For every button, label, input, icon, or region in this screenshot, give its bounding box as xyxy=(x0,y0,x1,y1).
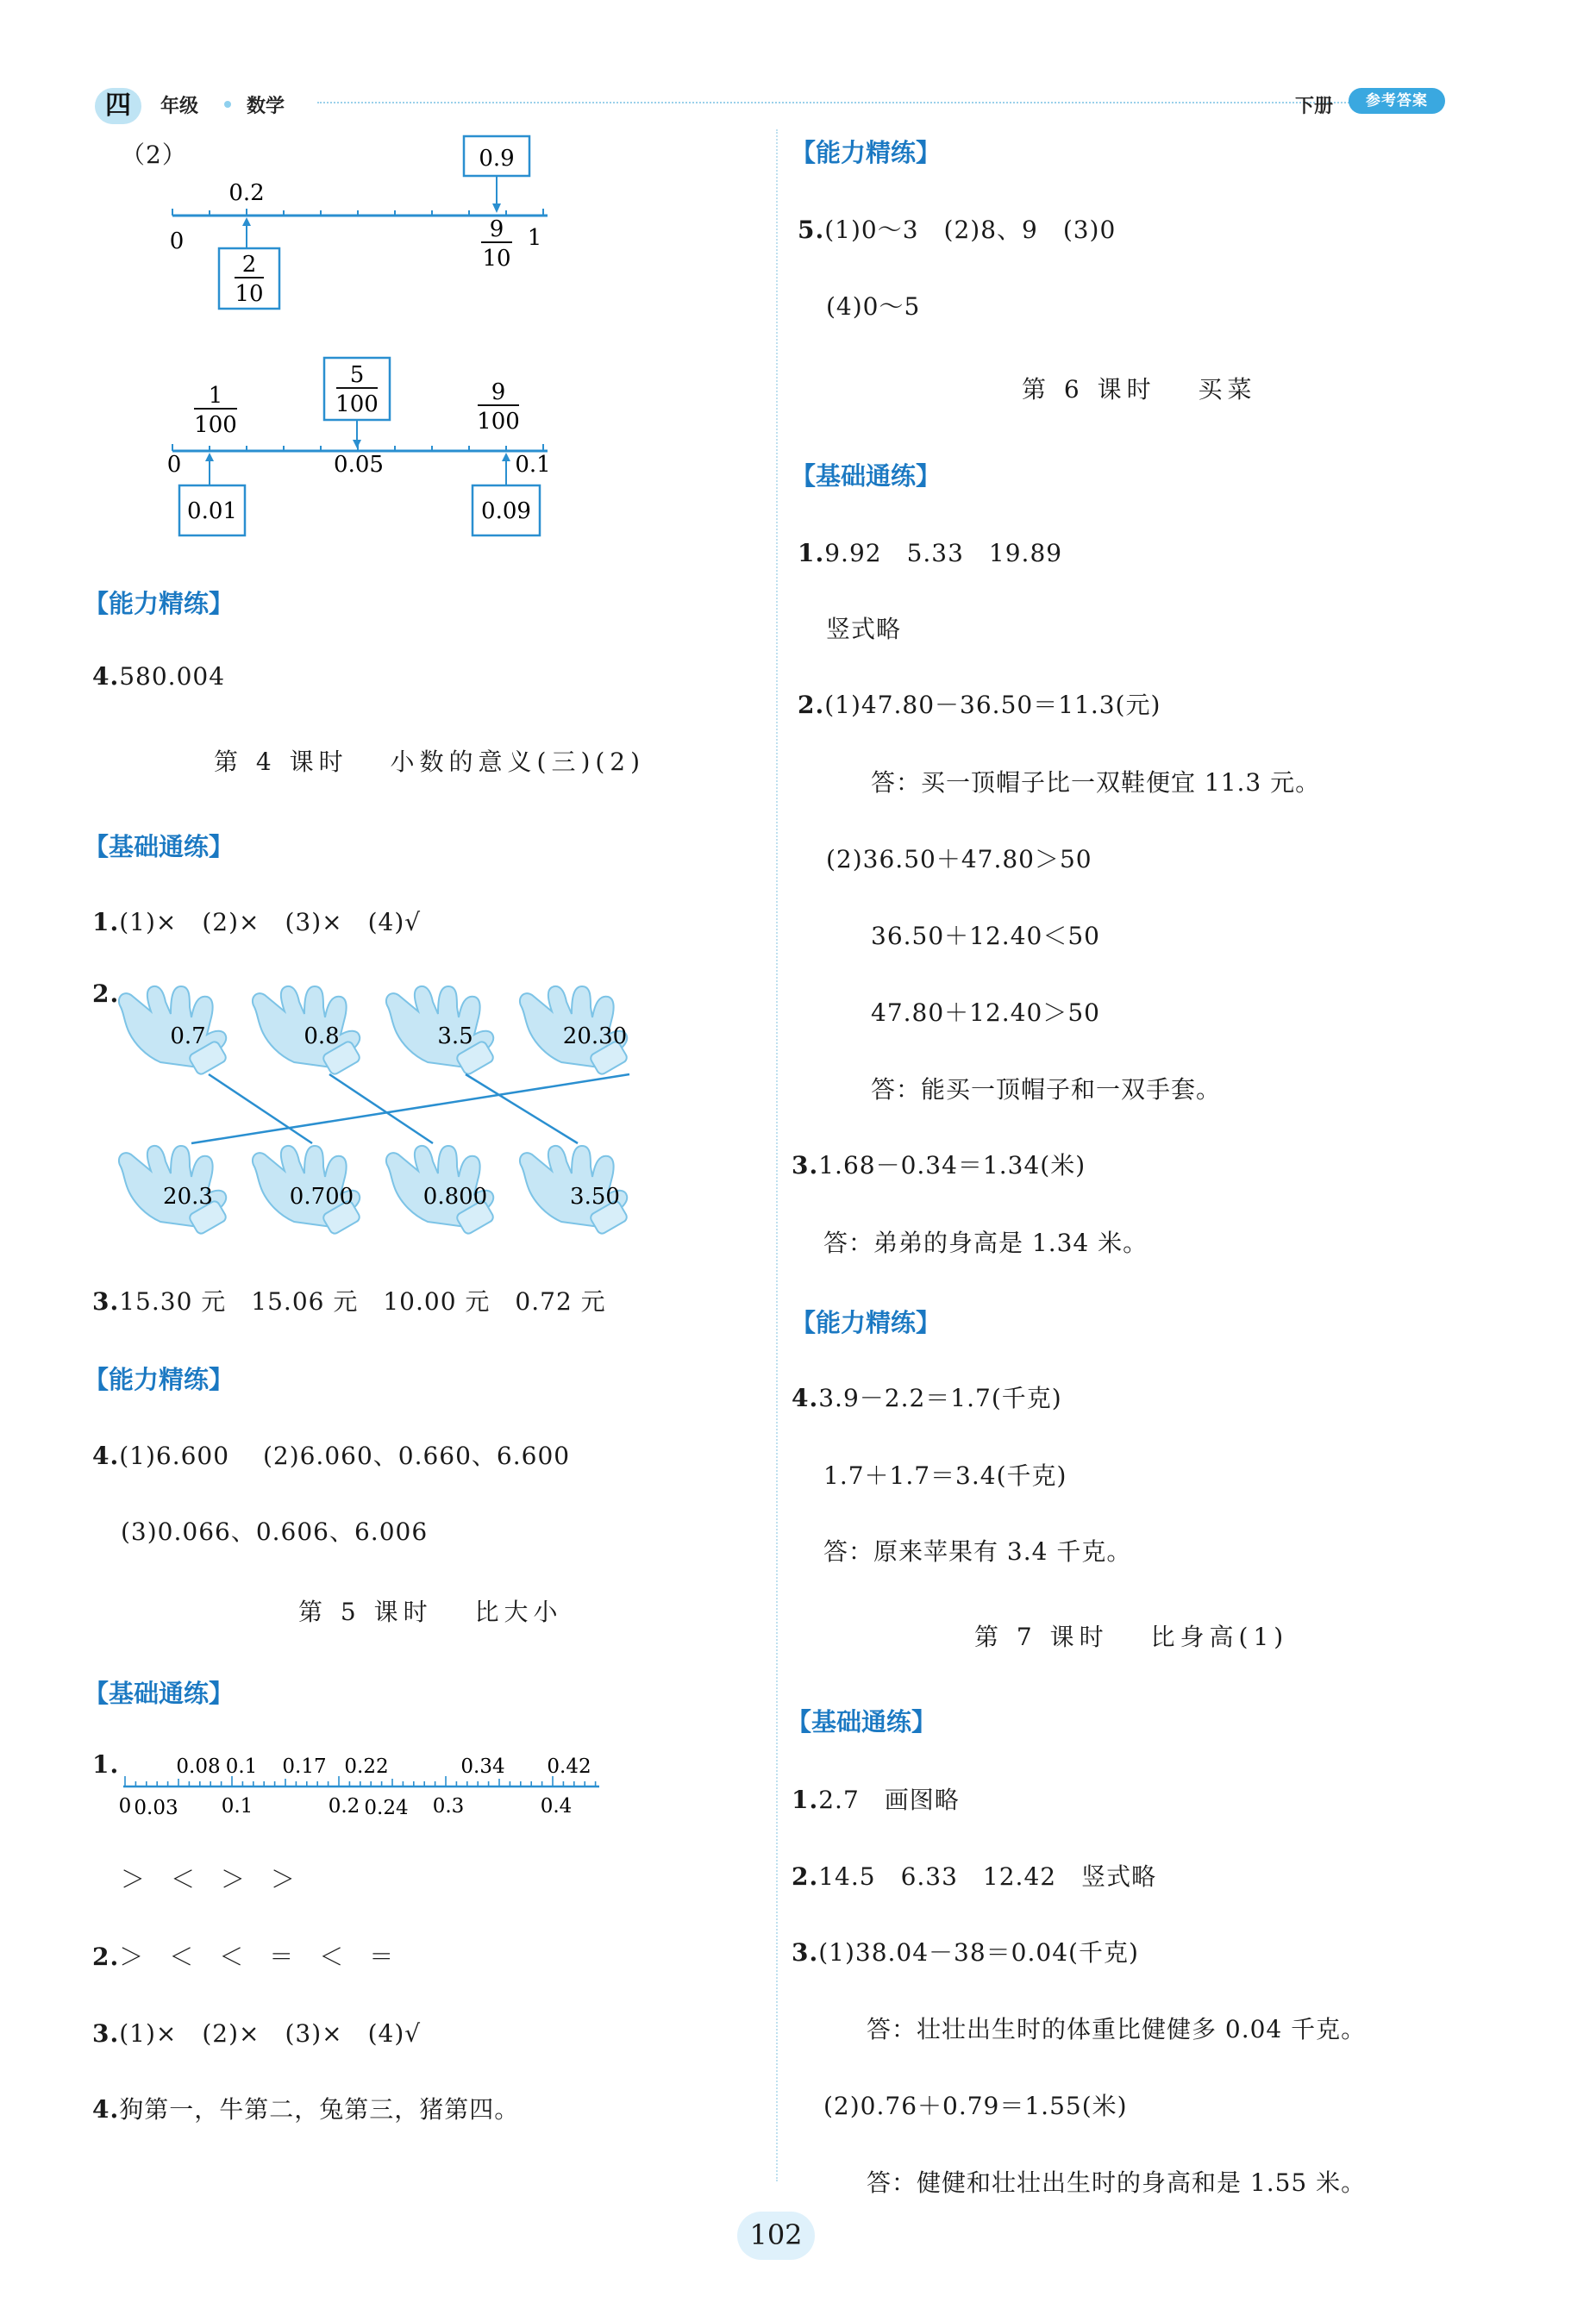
left-q2a-num: 2. xyxy=(92,979,120,1008)
subject-label: 数学 xyxy=(247,96,285,117)
nl1-zero: 0 xyxy=(169,228,185,254)
right-section-basic-1: 【基础通练】 xyxy=(791,461,942,491)
nl2-f3-num: 9 xyxy=(491,379,506,405)
right-q3-7-answer2: 答：健健和壮壮出生时的身高和是 1.55 米。 xyxy=(867,2168,1367,2197)
part-label: （2） xyxy=(121,141,187,169)
right-q1: 1.9.92 5.33 19.89 xyxy=(798,539,1063,567)
right-q1-line2: 竖式略 xyxy=(826,615,902,643)
nl2-f1-den: 100 xyxy=(194,412,237,438)
ruler-bottom-0: 0 xyxy=(118,1795,132,1818)
glove-bottom-2: 0.700 xyxy=(289,1184,354,1210)
right-q3-7-line2: (2)0.76＋0.79＝1.55(米) xyxy=(823,2092,1128,2120)
nl1-02: 0.2 xyxy=(228,180,265,206)
section-ability-1: 【能力精练】 xyxy=(84,589,235,618)
right-q2-7: 2.14.5 6.33 12.42 竖式略 xyxy=(792,1862,1157,1891)
ruler-top-042: 0.42 xyxy=(547,1755,591,1778)
nl1-box-09: 0.9 xyxy=(479,146,515,172)
right-q4-answer: 答：原来苹果有 3.4 千克。 xyxy=(823,1537,1132,1566)
right-q2-answer2: 答：能买一顶帽子和一双手套。 xyxy=(871,1075,1222,1104)
number-line-1 xyxy=(155,129,569,319)
glove-top-3: 3.5 xyxy=(437,1023,473,1049)
ruler-top-022: 0.22 xyxy=(344,1755,389,1778)
ruler-bottom-02: 0.2 xyxy=(328,1795,360,1818)
glove-bottom-1: 20.3 xyxy=(163,1184,213,1210)
ruler-top-008: 0.08 xyxy=(176,1755,221,1778)
right-q2-line4: 47.80＋12.40＞50 xyxy=(871,998,1100,1027)
nl2-box-009: 0.09 xyxy=(481,498,531,524)
answer-badge: 参考答案 xyxy=(1349,88,1445,114)
right-q2-answer: 答：买一顶帽子比一双鞋便宜 11.3 元。 xyxy=(871,768,1321,797)
right-q1-7: 1.2.7 画图略 xyxy=(792,1786,960,1814)
section-basic-1: 【基础通练】 xyxy=(84,832,235,861)
left-q4a: 4.580.004 xyxy=(92,662,226,691)
lesson-5-title: 第 5 课时 比大小 xyxy=(298,1598,563,1626)
nl2-01: 0.1 xyxy=(515,452,551,478)
nl2-f2-num: 5 xyxy=(349,362,365,388)
nl1-frac2-den: 10 xyxy=(482,246,511,272)
nl2-f1-num: 1 xyxy=(208,383,223,409)
glove-bottom-4: 3.50 xyxy=(570,1184,620,1210)
left-q3b: 3.(1)× (2)× (3)× (4)√ xyxy=(92,2019,422,2048)
nl2-zero: 0 xyxy=(166,452,182,478)
header-dot xyxy=(224,101,231,108)
volume-label: 下册 xyxy=(1295,96,1334,117)
nl2-box-001: 0.01 xyxy=(187,498,237,524)
left-q1b-num: 1. xyxy=(92,1750,120,1779)
ruler-bottom-024: 0.24 xyxy=(364,1797,409,1819)
left-q1a: 1.(1)× (2)× (3)× (4)√ xyxy=(92,908,422,936)
number-line-2 xyxy=(155,349,569,548)
right-section-ability-2: 【能力精练】 xyxy=(791,1308,942,1337)
nl1-frac-num: 2 xyxy=(241,252,257,278)
header-rule xyxy=(317,102,1352,103)
left-q2b: 2.＞ ＜ ＜ ＝ ＜ ＝ xyxy=(92,1943,395,1971)
ruler-bottom-04: 0.4 xyxy=(540,1795,573,1818)
ruler-bottom-01: 0.1 xyxy=(221,1795,253,1818)
lesson-7-title: 第 7 课时 比身高(1) xyxy=(974,1623,1289,1651)
nl1-frac2-num: 9 xyxy=(489,216,504,242)
lesson-4-title: 第 4 课时 小数的意义(三)(2) xyxy=(214,748,646,776)
glove-top-4: 20.30 xyxy=(562,1023,628,1049)
right-q3: 3.1.68－0.34＝1.34(米) xyxy=(792,1151,1086,1180)
right-q3-7: 3.(1)38.04－38＝0.04(千克) xyxy=(792,1938,1139,1967)
page-header xyxy=(86,79,1457,131)
right-section-ability-1: 【能力精练】 xyxy=(791,138,942,167)
grade-badge: 四 xyxy=(95,88,141,124)
ruler-top-034: 0.34 xyxy=(460,1755,505,1778)
grade-label: 年级 xyxy=(160,96,199,117)
right-q3-answer: 答：弟弟的身高是 1.34 米。 xyxy=(823,1229,1148,1257)
glove-top-1: 0.7 xyxy=(170,1023,206,1049)
lesson-6-title: 第 6 课时 买菜 xyxy=(1022,375,1257,404)
nl2-005: 0.05 xyxy=(334,452,384,478)
right-q5-line2: (4)0～5 xyxy=(826,292,921,321)
section-basic-2: 【基础通练】 xyxy=(84,1679,235,1708)
decimal-ruler xyxy=(116,1742,616,1828)
right-q2-line3: 36.50＋12.40＜50 xyxy=(871,922,1100,950)
column-divider xyxy=(776,129,778,2181)
glove-top-2: 0.8 xyxy=(304,1023,340,1049)
left-q3a: 3.15.30 元 15.06 元 10.00 元 0.72 元 xyxy=(92,1287,606,1316)
nl1-one: 1 xyxy=(527,225,542,251)
section-ability-2: 【能力精练】 xyxy=(84,1365,235,1394)
ruler-top-017: 0.17 xyxy=(282,1755,327,1778)
right-q4-line2: 1.7＋1.7＝3.4(千克) xyxy=(823,1461,1067,1490)
ruler-bottom-003: 0.03 xyxy=(134,1797,178,1819)
page-number: 102 xyxy=(749,2218,803,2251)
left-q4b: 4.(1)6.600 (2)6.060、0.660、6.600 xyxy=(92,1442,571,1470)
page-number-badge xyxy=(737,2212,815,2260)
ruler-top-01: 0.1 xyxy=(225,1755,258,1778)
glove-bottom-3: 0.800 xyxy=(422,1184,488,1210)
right-section-basic-2: 【基础通练】 xyxy=(786,1707,937,1736)
right-q4: 4.3.9－2.2＝1.7(千克) xyxy=(792,1384,1062,1412)
ruler-bottom-03: 0.3 xyxy=(432,1795,465,1818)
right-q2: 2.(1)47.80－36.50＝11.3(元) xyxy=(798,691,1161,719)
right-q2-line2: (2)36.50＋47.80＞50 xyxy=(826,845,1092,873)
right-q5: 5.(1)0～3 (2)8、9 (3)0 xyxy=(798,216,1117,244)
left-q4c: 4.狗第一，牛第二，兔第三，猪第四。 xyxy=(92,2095,520,2124)
nl1-frac-den: 10 xyxy=(235,281,264,307)
nl2-f3-den: 100 xyxy=(477,409,520,435)
right-q3-7-answer: 答：壮壮出生时的体重比健健多 0.04 千克。 xyxy=(867,2015,1367,2043)
glove-matching xyxy=(112,973,664,1248)
nl2-f2-den: 100 xyxy=(335,391,379,417)
left-q1b-signs: ＞ ＜ ＞ ＞ xyxy=(121,1865,297,1893)
left-q4b-line2: (3)0.066、0.606、6.006 xyxy=(121,1517,429,1546)
